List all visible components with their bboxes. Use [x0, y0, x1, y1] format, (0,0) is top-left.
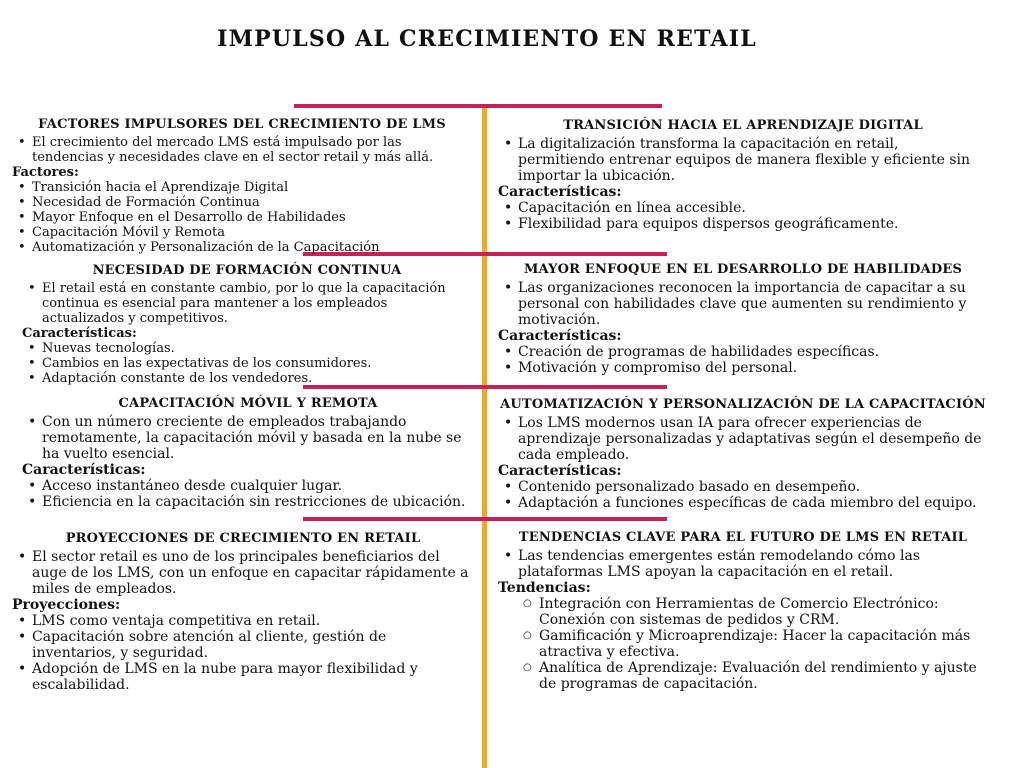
- list-item: • Flexibilidad para equipos dispersos geográficamente.: [498, 216, 988, 232]
- list-item: • Automatización y Personalización de la Capacitación: [12, 240, 472, 255]
- list-item: • Capacitación Móvil y Remota: [12, 225, 472, 240]
- list-item: • Adaptación a funciones específicas de cada miembro del equipo.: [498, 495, 988, 511]
- section-desarrollo-habilidades: [498, 262, 988, 376]
- item-list: [498, 200, 988, 232]
- intro-list: [498, 136, 988, 184]
- list-item: ○ Integración con Herramientas de Comercio Electrónico: Conexión con sistemas de pedidos y CRM.: [498, 596, 988, 628]
- list-item: • Capacitación sobre atención al cliente, gestión de inventarios, y seguridad.: [12, 629, 474, 661]
- section-heading: TENDENCIAS CLAVE PARA EL FUTURO DE LMS EN RETAIL: [518, 530, 968, 545]
- section-heading: CAPACITACIÓN MÓVIL Y REMOTA: [118, 396, 378, 411]
- intro-text: • Las tendencias emergentes están remodelando cómo las plataformas LMS apoyan la capacitación en el retail.: [498, 548, 988, 580]
- list-item: • Adopción de LMS en la nube para mayor flexibilidad y escalabilidad.: [12, 661, 474, 693]
- list-item: • Acceso instantáneo desde cualquier lugar.: [22, 478, 474, 494]
- intro-text: • La digitalización transforma la capacitación en retail, permitiendo entrenar equipos de manera flexible y eficiente sin importar la ubicación.: [498, 136, 988, 184]
- intro-list: [22, 281, 472, 326]
- item-list: [12, 180, 472, 255]
- intro-list: [12, 135, 472, 165]
- page-title: IMPULSO AL CRECIMIENTO EN RETAIL: [217, 26, 757, 52]
- intro-text: • Con un número creciente de empleados trabajando remotamente, la capacitación móvil y basada en la nube se ha vuelto esencial.: [22, 414, 474, 462]
- list-item: • Mayor Enfoque en el Desarrollo de Habilidades: [12, 210, 472, 225]
- intro-text: • Las organizaciones reconocen la importancia de capacitar a su personal con habilidades clave que aumenten su rendimiento y motivación.: [498, 280, 988, 328]
- item-list: [12, 613, 474, 693]
- list-item: • Contenido personalizado basado en desempeño.: [498, 479, 988, 495]
- list-item: • Creación de programas de habilidades específicas.: [498, 344, 988, 360]
- intro-list: [498, 415, 988, 463]
- section-movil-remota: [22, 396, 474, 510]
- section-label: Características:: [22, 462, 146, 478]
- section-label: Características:: [498, 463, 622, 479]
- list-item: • Nuevas tecnologías.: [22, 341, 472, 356]
- section-proyecciones: [12, 531, 474, 693]
- list-item: • Cambios en las expectativas de los consumidores.: [22, 356, 472, 371]
- section-heading: PROYECCIONES DE CRECIMIENTO EN RETAIL: [65, 531, 421, 546]
- section-heading: NECESIDAD DE FORMACIÓN CONTINUA: [92, 263, 402, 278]
- section-formacion-continua: [22, 263, 472, 386]
- intro-text: • El retail está en constante cambio, por lo que la capacitación continua es esencial para mantener a los empleados actualizados y competitivos.: [22, 281, 472, 326]
- list-item: • LMS como ventaja competitiva en retail.: [12, 613, 474, 629]
- section-heading: FACTORES IMPULSORES DEL CRECIMIENTO DE LMS: [38, 117, 446, 132]
- timeline-bar-1: [294, 104, 662, 108]
- item-list: [498, 596, 988, 692]
- intro-list: [498, 548, 988, 580]
- section-label: Características:: [22, 326, 137, 341]
- section-factores: [12, 117, 472, 255]
- item-list: [498, 344, 988, 376]
- list-item: • Transición hacia el Aprendizaje Digital: [12, 180, 472, 195]
- intro-list: [22, 414, 474, 462]
- intro-list: [12, 549, 474, 597]
- list-item: • Adaptación constante de los vendedores.: [22, 371, 472, 386]
- list-item: ○ Analítica de Aprendizaje: Evaluación del rendimiento y ajuste de programas de capacitación.: [498, 660, 988, 692]
- section-heading: AUTOMATIZACIÓN Y PERSONALIZACIÓN DE LA CAPACITACIÓN: [500, 397, 986, 412]
- intro-text: • Los LMS modernos usan IA para ofrecer experiencias de aprendizaje personalizadas y adaptativas según el desempeño de cada empleado.: [498, 415, 988, 463]
- list-item: ○ Gamificación y Microaprendizaje: Hacer la capacitación más atractiva y efectiva.: [498, 628, 988, 660]
- section-label: Proyecciones:: [12, 597, 121, 613]
- intro-text: • El crecimiento del mercado LMS está impulsado por las tendencias y necesidades clave en el sector retail y más allá.: [12, 135, 472, 165]
- list-item: • Capacitación en línea accesible.: [498, 200, 988, 216]
- section-label: Tendencias:: [498, 580, 591, 596]
- section-label: Características:: [498, 184, 622, 200]
- section-heading: MAYOR ENFOQUE EN EL DESARROLLO DE HABILIDADES: [523, 262, 963, 277]
- section-heading: TRANSICIÓN HACIA EL APRENDIZAJE DIGITAL: [563, 118, 923, 133]
- section-label: Factores:: [12, 165, 79, 180]
- intro-text: • El sector retail es uno de los principales beneficiarios del auge de los LMS, con un enfoque en capacitar rápidamente a miles de empleados.: [12, 549, 474, 597]
- item-list: [22, 341, 472, 386]
- section-tendencias: [498, 530, 988, 692]
- item-list: [22, 478, 474, 510]
- section-label: Características:: [498, 328, 622, 344]
- section-automatizacion: [498, 397, 988, 511]
- list-item: • Motivación y compromiso del personal.: [498, 360, 988, 376]
- item-list: [498, 479, 988, 511]
- intro-list: [498, 280, 988, 328]
- list-item: • Eficiencia en la capacitación sin restricciones de ubicación.: [22, 494, 474, 510]
- list-item: • Necesidad de Formación Continua: [12, 195, 472, 210]
- timeline-bar-4: [303, 517, 667, 521]
- timeline-line: [482, 106, 487, 768]
- section-transicion-digital: [498, 118, 988, 232]
